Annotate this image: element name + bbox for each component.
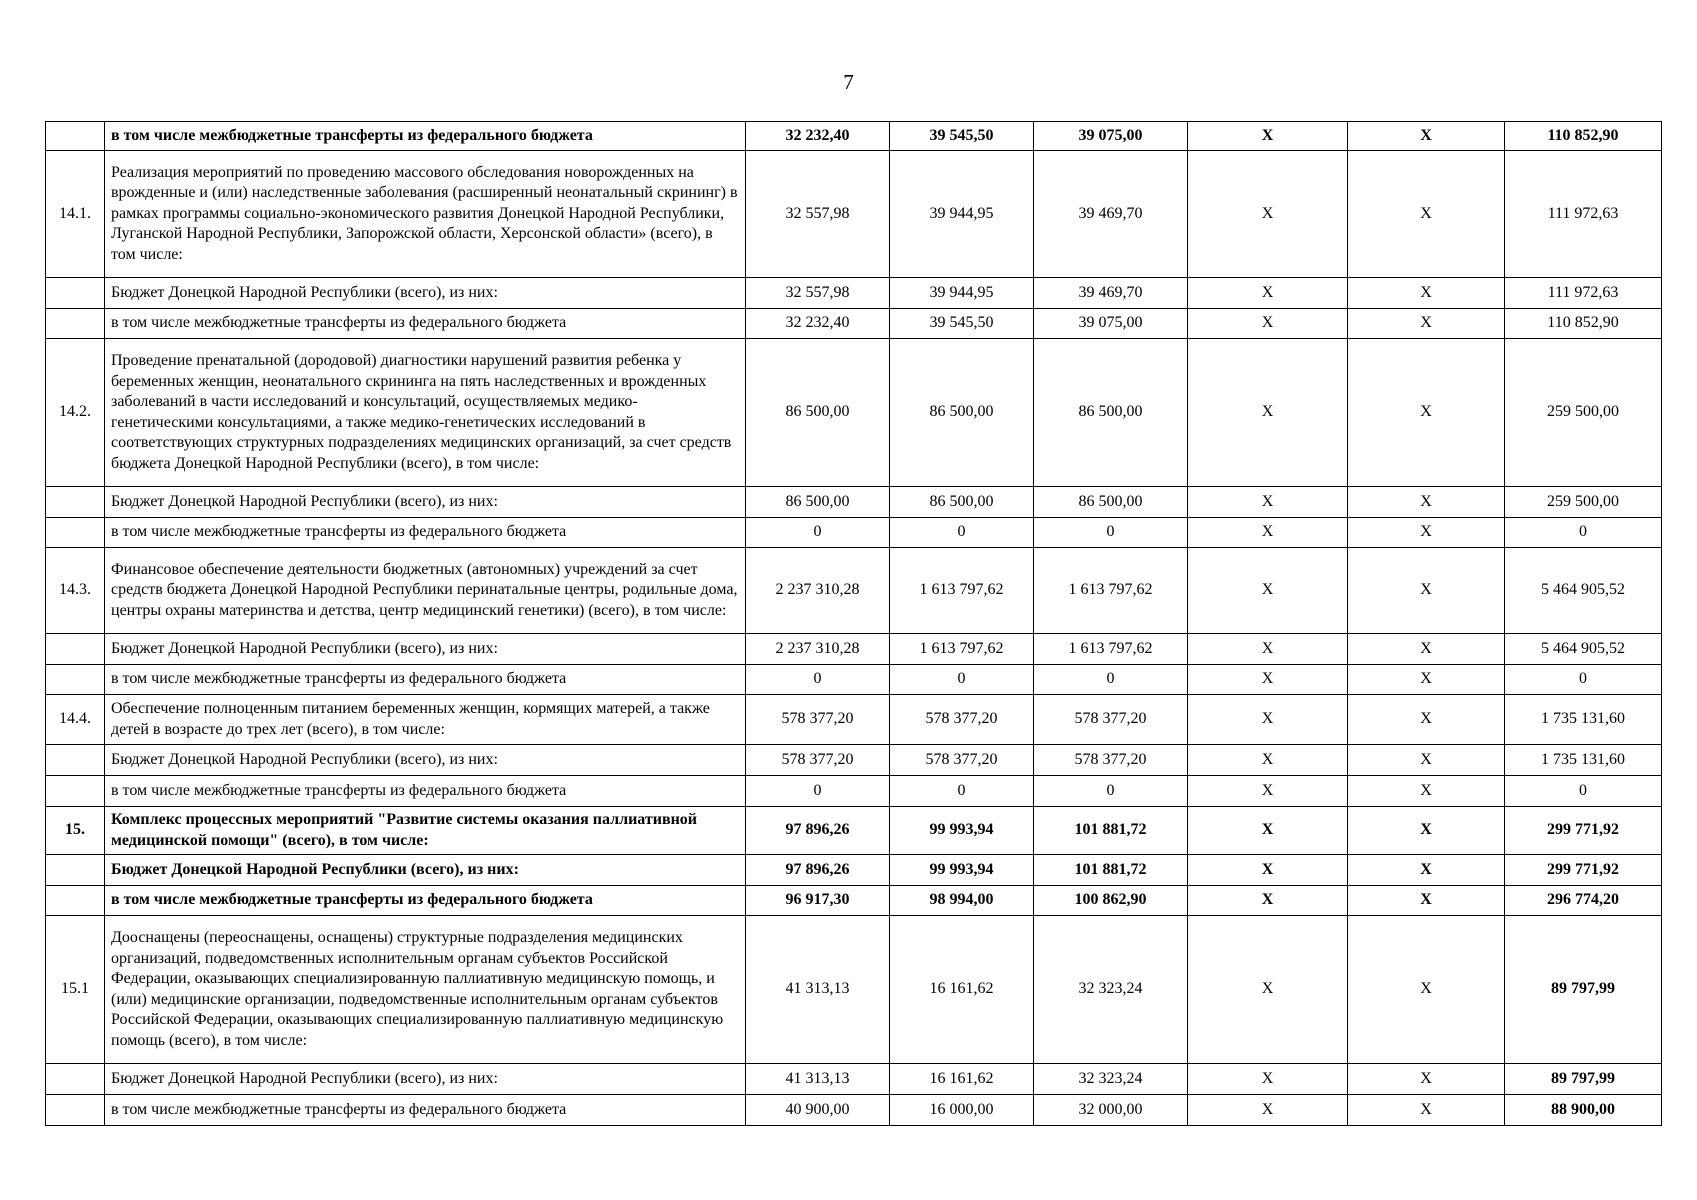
value-cell-3: 39 075,00 xyxy=(1034,122,1188,151)
total-cell: 259 500,00 xyxy=(1505,487,1662,518)
row-number-cell xyxy=(46,1064,105,1095)
row-number-cell xyxy=(46,776,105,807)
row-number-cell xyxy=(46,634,105,665)
value-cell-5: X xyxy=(1348,776,1505,807)
table-row xyxy=(46,807,1662,855)
total-cell: 5 464 905,52 xyxy=(1505,634,1662,665)
value-cell-4: X xyxy=(1188,548,1348,634)
value-cell-3: 100 862,90 xyxy=(1034,886,1188,916)
value-cell-1: 32 232,40 xyxy=(746,122,890,151)
value-cell-2: 0 xyxy=(890,665,1034,695)
row-number-cell xyxy=(46,122,105,151)
row-name-cell: Обеспечение полноценным питанием беременных женщин, кормящих матерей, а также детей в возрасте до трех лет (всего), в том числе: xyxy=(105,695,746,745)
table-row xyxy=(46,1064,1662,1095)
value-cell-4: X xyxy=(1188,916,1348,1064)
total-cell: 89 797,99 xyxy=(1505,916,1662,1064)
row-name-cell: Бюджет Донецкой Народной Республики (всего), из них: xyxy=(105,855,746,886)
value-cell-5: X xyxy=(1348,695,1505,745)
value-cell-3: 86 500,00 xyxy=(1034,339,1188,487)
value-cell-2: 16 000,00 xyxy=(890,1095,1034,1126)
row-name-cell: в том числе межбюджетные трансферты из федерального бюджета xyxy=(105,309,746,339)
table-row xyxy=(46,487,1662,518)
value-cell-3: 32 323,24 xyxy=(1034,1064,1188,1095)
value-cell-1: 86 500,00 xyxy=(746,339,890,487)
value-cell-3: 32 323,24 xyxy=(1034,916,1188,1064)
value-cell-4: X xyxy=(1188,745,1348,776)
total-cell: 296 774,20 xyxy=(1505,886,1662,916)
value-cell-3: 578 377,20 xyxy=(1034,695,1188,745)
total-cell: 0 xyxy=(1505,776,1662,807)
row-number-cell xyxy=(46,855,105,886)
value-cell-1: 2 237 310,28 xyxy=(746,548,890,634)
value-cell-1: 32 557,98 xyxy=(746,151,890,278)
value-cell-4: X xyxy=(1188,151,1348,278)
row-name-cell: Бюджет Донецкой Народной Республики (всего), из них: xyxy=(105,745,746,776)
value-cell-5: X xyxy=(1348,916,1505,1064)
value-cell-5: X xyxy=(1348,1064,1505,1095)
value-cell-2: 99 993,94 xyxy=(890,855,1034,886)
row-name-cell: Комплекс процессных мероприятий "Развитие системы оказания паллиативной медицинской помощи" (всего), в том числе: xyxy=(105,807,746,855)
value-cell-2: 16 161,62 xyxy=(890,1064,1034,1095)
value-cell-5: X xyxy=(1348,278,1505,309)
total-cell: 110 852,90 xyxy=(1505,309,1662,339)
value-cell-1: 40 900,00 xyxy=(746,1095,890,1126)
value-cell-1: 578 377,20 xyxy=(746,745,890,776)
value-cell-4: X xyxy=(1188,518,1348,548)
row-name-cell: Дооснащены (переоснащены, оснащены) структурные подразделения медицинских организаций, подведомственных исполнительным органам субъектов Российской Федерации, оказывающих специализированную паллиативную медицинскую помощь, и (или) медицинские организации, подведомственные исполнительным органам субъектов Российской Федерации, оказывающих специализированную паллиативную медицинскую помощь (всего), в том числе: xyxy=(105,916,746,1064)
row-name-cell: в том числе межбюджетные трансферты из федерального бюджета xyxy=(105,1095,746,1126)
value-cell-2: 86 500,00 xyxy=(890,339,1034,487)
value-cell-1: 97 896,26 xyxy=(746,855,890,886)
value-cell-2: 0 xyxy=(890,776,1034,807)
value-cell-1: 96 917,30 xyxy=(746,886,890,916)
value-cell-3: 32 000,00 xyxy=(1034,1095,1188,1126)
value-cell-3: 101 881,72 xyxy=(1034,807,1188,855)
value-cell-5: X xyxy=(1348,122,1505,151)
value-cell-4: X xyxy=(1188,665,1348,695)
table-row xyxy=(46,278,1662,309)
value-cell-1: 0 xyxy=(746,518,890,548)
value-cell-2: 578 377,20 xyxy=(890,745,1034,776)
total-cell: 259 500,00 xyxy=(1505,339,1662,487)
row-number-cell xyxy=(46,518,105,548)
value-cell-5: X xyxy=(1348,1095,1505,1126)
value-cell-3: 39 469,70 xyxy=(1034,151,1188,278)
value-cell-1: 86 500,00 xyxy=(746,487,890,518)
row-number-cell xyxy=(46,886,105,916)
table-row xyxy=(46,886,1662,916)
value-cell-1: 41 313,13 xyxy=(746,916,890,1064)
total-cell: 111 972,63 xyxy=(1505,278,1662,309)
row-number-cell xyxy=(46,665,105,695)
value-cell-5: X xyxy=(1348,487,1505,518)
value-cell-4: X xyxy=(1188,695,1348,745)
row-name-cell: в том числе межбюджетные трансферты из федерального бюджета xyxy=(105,776,746,807)
table-row xyxy=(46,665,1662,695)
row-name-cell: в том числе межбюджетные трансферты из федерального бюджета xyxy=(105,886,746,916)
budget-table-body xyxy=(46,122,1662,1126)
row-number-cell: 15. xyxy=(46,807,105,855)
row-number-cell xyxy=(46,487,105,518)
value-cell-1: 2 237 310,28 xyxy=(746,634,890,665)
row-number-cell xyxy=(46,309,105,339)
row-name-cell: Бюджет Донецкой Народной Республики (всего), из них: xyxy=(105,634,746,665)
value-cell-3: 578 377,20 xyxy=(1034,745,1188,776)
table-row xyxy=(46,855,1662,886)
value-cell-3: 39 075,00 xyxy=(1034,309,1188,339)
value-cell-5: X xyxy=(1348,807,1505,855)
row-number-cell xyxy=(46,278,105,309)
table-row xyxy=(46,548,1662,634)
total-cell: 1 735 131,60 xyxy=(1505,745,1662,776)
value-cell-4: X xyxy=(1188,278,1348,309)
total-cell: 0 xyxy=(1505,665,1662,695)
row-name-cell: Реализация мероприятий по проведению массового обследования новорожденных на врожденные и (или) наследственные заболевания (расширенный неонатальный скрининг) в рамках программы социально-экономического развития Донецкой Народной Республики, Луганской Народной Республики, Запорожской области, Херсонской области» (всего), в том числе: xyxy=(105,151,746,278)
table-row xyxy=(46,518,1662,548)
budget-table xyxy=(45,121,1662,1126)
value-cell-3: 1 613 797,62 xyxy=(1034,634,1188,665)
value-cell-5: X xyxy=(1348,886,1505,916)
value-cell-4: X xyxy=(1188,1095,1348,1126)
value-cell-3: 1 613 797,62 xyxy=(1034,548,1188,634)
total-cell: 88 900,00 xyxy=(1505,1095,1662,1126)
value-cell-4: X xyxy=(1188,886,1348,916)
row-number-cell: 14.1. xyxy=(46,151,105,278)
value-cell-1: 32 232,40 xyxy=(746,309,890,339)
value-cell-5: X xyxy=(1348,745,1505,776)
value-cell-2: 39 545,50 xyxy=(890,309,1034,339)
row-name-cell: Проведение пренатальной (дородовой) диагностики нарушений развития ребенка у беременных женщин, неонатального скрининга на пять наследственных и врожденных заболеваний в части исследований и консультаций, осуществляемых медико-генетическими консультациями, а также медико-генетических исследований в соответствующих структурных подразделениях медицинских организаций, за счет средств бюджета Донецкой Народной Республики (всего), в том числе: xyxy=(105,339,746,487)
row-name-cell: Финансовое обеспечение деятельности бюджетных (автономных) учреждений за счет средств бюджета Донецкой Народной Республики перинатальные центры, родильные дома, центры охраны материнства и детства, центр медицинский генетики) (всего), в том числе: xyxy=(105,548,746,634)
value-cell-1: 97 896,26 xyxy=(746,807,890,855)
value-cell-3: 0 xyxy=(1034,665,1188,695)
value-cell-2: 16 161,62 xyxy=(890,916,1034,1064)
row-number-cell: 14.2. xyxy=(46,339,105,487)
row-number-cell: 14.4. xyxy=(46,695,105,745)
table-row xyxy=(46,695,1662,745)
value-cell-4: X xyxy=(1188,339,1348,487)
total-cell: 110 852,90 xyxy=(1505,122,1662,151)
value-cell-3: 39 469,70 xyxy=(1034,278,1188,309)
row-number-cell: 14.3. xyxy=(46,548,105,634)
table-row xyxy=(46,309,1662,339)
value-cell-2: 39 545,50 xyxy=(890,122,1034,151)
value-cell-5: X xyxy=(1348,309,1505,339)
value-cell-5: X xyxy=(1348,665,1505,695)
total-cell: 1 735 131,60 xyxy=(1505,695,1662,745)
value-cell-2: 1 613 797,62 xyxy=(890,634,1034,665)
value-cell-5: X xyxy=(1348,339,1505,487)
value-cell-2: 39 944,95 xyxy=(890,278,1034,309)
page-number: 7 xyxy=(843,70,854,94)
row-name-cell: Бюджет Донецкой Народной Республики (всего), из них: xyxy=(105,487,746,518)
table-row xyxy=(46,776,1662,807)
value-cell-5: X xyxy=(1348,518,1505,548)
value-cell-1: 578 377,20 xyxy=(746,695,890,745)
row-number-cell xyxy=(46,745,105,776)
table-row xyxy=(46,916,1662,1064)
total-cell: 111 972,63 xyxy=(1505,151,1662,278)
table-row xyxy=(46,151,1662,278)
value-cell-2: 578 377,20 xyxy=(890,695,1034,745)
total-cell: 299 771,92 xyxy=(1505,807,1662,855)
value-cell-5: X xyxy=(1348,634,1505,665)
table-row xyxy=(46,745,1662,776)
value-cell-4: X xyxy=(1188,634,1348,665)
value-cell-5: X xyxy=(1348,548,1505,634)
value-cell-2: 39 944,95 xyxy=(890,151,1034,278)
total-cell: 5 464 905,52 xyxy=(1505,548,1662,634)
row-name-cell: в том числе межбюджетные трансферты из федерального бюджета xyxy=(105,122,746,151)
table-row xyxy=(46,122,1662,151)
value-cell-1: 32 557,98 xyxy=(746,278,890,309)
table-row xyxy=(46,634,1662,665)
value-cell-2: 86 500,00 xyxy=(890,487,1034,518)
value-cell-1: 0 xyxy=(746,776,890,807)
table-row xyxy=(46,1095,1662,1126)
total-cell: 89 797,99 xyxy=(1505,1064,1662,1095)
value-cell-2: 1 613 797,62 xyxy=(890,548,1034,634)
value-cell-4: X xyxy=(1188,309,1348,339)
value-cell-2: 98 994,00 xyxy=(890,886,1034,916)
row-name-cell: Бюджет Донецкой Народной Республики (всего), из них: xyxy=(105,278,746,309)
row-number-cell xyxy=(46,1095,105,1126)
value-cell-5: X xyxy=(1348,151,1505,278)
total-cell: 299 771,92 xyxy=(1505,855,1662,886)
row-name-cell: в том числе межбюджетные трансферты из федерального бюджета xyxy=(105,518,746,548)
value-cell-4: X xyxy=(1188,487,1348,518)
value-cell-5: X xyxy=(1348,855,1505,886)
value-cell-1: 41 313,13 xyxy=(746,1064,890,1095)
value-cell-1: 0 xyxy=(746,665,890,695)
table-row xyxy=(46,339,1662,487)
value-cell-3: 0 xyxy=(1034,518,1188,548)
value-cell-2: 99 993,94 xyxy=(890,807,1034,855)
row-name-cell: Бюджет Донецкой Народной Республики (всего), из них: xyxy=(105,1064,746,1095)
value-cell-4: X xyxy=(1188,807,1348,855)
value-cell-3: 86 500,00 xyxy=(1034,487,1188,518)
value-cell-4: X xyxy=(1188,1064,1348,1095)
value-cell-3: 0 xyxy=(1034,776,1188,807)
row-name-cell: в том числе межбюджетные трансферты из федерального бюджета xyxy=(105,665,746,695)
value-cell-3: 101 881,72 xyxy=(1034,855,1188,886)
row-number-cell: 15.1 xyxy=(46,916,105,1064)
value-cell-4: X xyxy=(1188,122,1348,151)
value-cell-4: X xyxy=(1188,855,1348,886)
value-cell-4: X xyxy=(1188,776,1348,807)
total-cell: 0 xyxy=(1505,518,1662,548)
value-cell-2: 0 xyxy=(890,518,1034,548)
